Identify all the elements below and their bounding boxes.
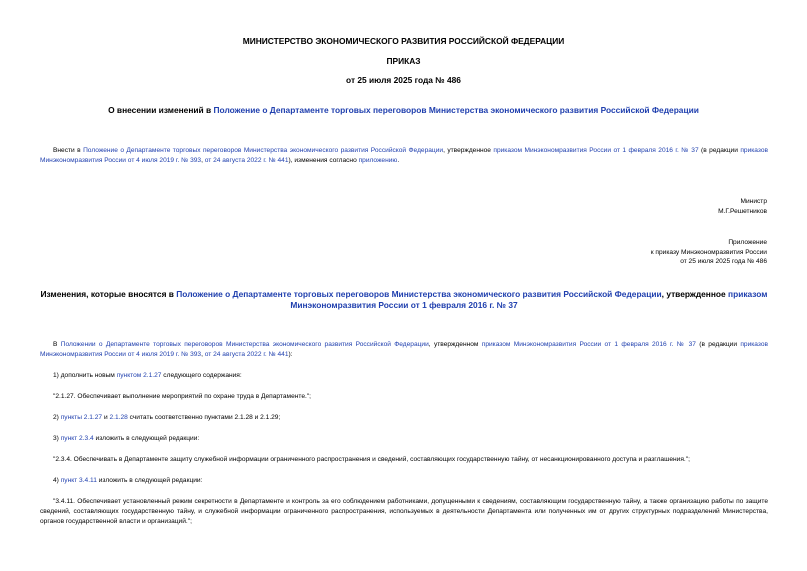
order-date: от 25 июля 2025 года № 486 [346, 75, 461, 85]
item-4-text-2: изложить в следующей редакции: [96, 477, 203, 484]
link-orders-2019[interactable]: приказов Минэкономразвития России от 4 июля 2019 г. № 393 [40, 147, 769, 164]
p1-link-order-2016[interactable]: приказом Минэкономразвития России от 1 февраля 2016 г. № 37 [481, 341, 696, 348]
quote-1: "2.1.27. Обеспечивает выполнение мероприятий по охране труда в Департаменте."; [53, 393, 311, 400]
order-title-text: О внесении изменений в [108, 105, 214, 115]
item-3-text-1: 3) [53, 435, 61, 442]
order-heading: ПРИКАЗ [386, 56, 421, 66]
p1-text-2: , утвержденном [428, 341, 482, 348]
item-4-text-1: 4) [53, 477, 61, 484]
p1-link-order-2022[interactable]: от 24 августа 2022 г. № 441 [204, 351, 289, 358]
item-1-link[interactable]: пунктом 2.1.27 [116, 372, 162, 379]
appendix-line-1: Приложение [728, 239, 767, 246]
order-title-link[interactable]: Положение о Департаменте торговых переговоров Министерства экономического развития Российской Федерации [213, 105, 699, 115]
item-2-text-3: считать соответственно пунктами 2.1.28 и 2.1.29; [127, 414, 281, 421]
quote-3: "2.3.4. Обеспечивать в Департаменте защиту служебной информации ограниченного распространения и сведений, составляющих государственную тайну, от несанкционированного доступа и разглашения."; [53, 456, 690, 463]
intro-paragraph [40, 146, 768, 166]
p1-link-orders-2019[interactable]: приказов Минэкономразвития России от 4 июля 2019 г. № 393 [40, 341, 768, 358]
p1-link-regulation[interactable]: Положении о Департаменте торговых переговоров Министерства экономического развития Российской Федерации [60, 341, 429, 348]
item-3 [40, 434, 768, 444]
signature-position: Министр [740, 198, 767, 205]
signature-name: М.Г.Решетников [718, 207, 767, 215]
changes-title-text-2: , утвержденное [661, 289, 729, 299]
changes-title-link[interactable]: Положение о Департаменте торговых переговоров Министерства экономического развития Российской Федерации [176, 289, 662, 299]
ministry-header: МИНИСТЕРСТВО ЭКОНОМИЧЕСКОГО РАЗВИТИЯ РОССИЙСКОЙ ФЕДЕРАЦИИ [242, 36, 565, 46]
link-order-2016[interactable]: приказом Минэкономразвития России от 1 февраля 2016 г. № 37 [493, 147, 699, 154]
link-order-2022[interactable]: от 24 августа 2022 г. № 441 [204, 157, 289, 164]
item-2-link-1[interactable]: пункты 2.1.27 [60, 414, 103, 421]
body-paragraph-1 [40, 340, 768, 360]
changes-title-text-1: Изменения, которые вносятся в [40, 289, 177, 299]
item-4 [40, 476, 768, 486]
item-3-link[interactable]: пункт 2.3.4 [60, 435, 94, 442]
item-2-link-2[interactable]: 2.1.28 [109, 414, 128, 421]
appendix-line-3: от 25 июля 2025 года № 486 [680, 258, 767, 265]
p1-text-4: , [201, 351, 205, 358]
signature-block [718, 197, 767, 216]
item-1-text-1: 1) дополнить новым [53, 372, 117, 379]
changes-title-link-2[interactable]: приказом Минэкономразвития России от 1 февраля 2016 г. № 37 [290, 289, 768, 310]
appendix-block [651, 238, 767, 267]
p1-text-1: В [53, 341, 61, 348]
item-4-link[interactable]: пункт 3.4.11 [60, 477, 97, 484]
changes-title [40, 289, 768, 311]
intro-text-4: , [201, 157, 205, 164]
link-regulation[interactable]: Положение о Департаменте торговых переговоров Министерства экономического развития Российской Федерации [83, 147, 444, 154]
order-title [0, 105, 807, 115]
item-3-text-2: изложить в следующей редакции: [93, 435, 200, 442]
item-2-text-2: и [102, 414, 110, 421]
p1-text-5: ): [288, 351, 293, 358]
item-2-text-1: 2) [53, 414, 61, 421]
intro-text-5: ), изменения согласно [288, 157, 359, 164]
item-1 [40, 371, 768, 381]
appendix-line-2: к приказу Минэкономразвития России [650, 248, 767, 256]
intro-text-2: , утвержденное [443, 147, 494, 154]
item-2 [40, 413, 768, 423]
quote-4: "3.4.11. Обеспечивает установленный режим секретности в Департаменте и контроль за его соблюдением работниками, допущенными к сведениям, составляющим государственную тайну, а также организацию работы по защите сведений, составляющих государственную тайну, и служебной информации ограниченного распространения, используемых в деятельности Департамента или полученных им от других структурных подразделений Министерства, органов государственной власти и организаций."; [40, 498, 768, 525]
intro-text-1: Внести в [53, 147, 84, 154]
intro-text-6: . [397, 157, 400, 164]
link-appendix[interactable]: приложению [358, 157, 398, 164]
p1-text-3: (в редакции [695, 341, 741, 348]
intro-text-3: (в редакции [698, 147, 741, 154]
item-1-text-2: следующего содержания: [161, 372, 242, 379]
